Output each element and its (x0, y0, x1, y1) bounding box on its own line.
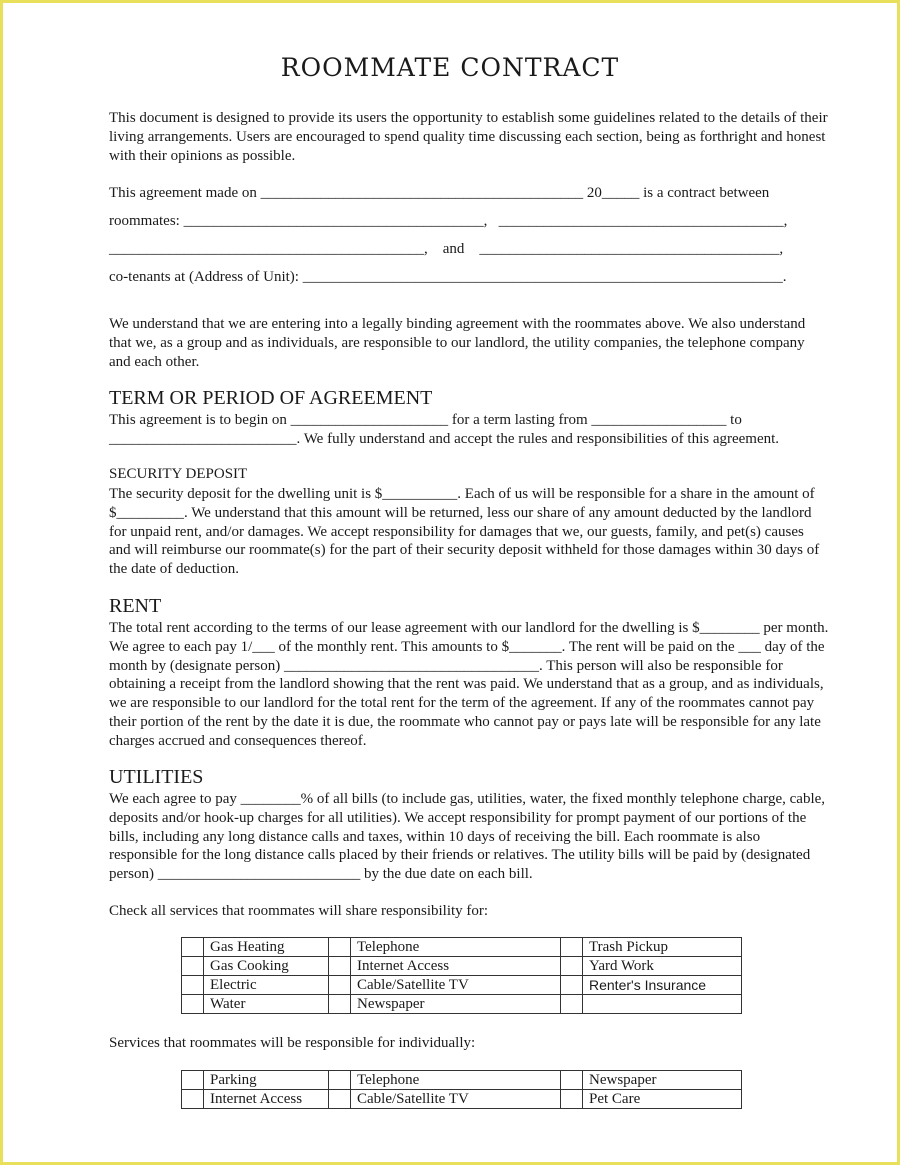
service-label: Cable/Satellite TV (351, 976, 561, 995)
address-line: co-tenants at (Address of Unit): ________________________________________________________________. (109, 269, 787, 285)
table-row (182, 995, 742, 1014)
service-label: Internet Access (204, 1090, 329, 1109)
deposit-heading: SECURITY DEPOSIT (109, 466, 248, 482)
checkbox[interactable] (561, 1071, 583, 1090)
deposit-paragraph: The security deposit for the dwelling unit is $__________. Each of us will be responsible for a share in the amount of $_________. We understand that this amount will be returned, less our share of any amount deducted by the landlord for unpaid rent, and/or damages. We accept responsibility for damages that we, our guests, family, and pet(s) causes and will reimburse our roommate(s) for the part of their security deposit withheld for those damages within 30 days of the date of deduction. (109, 486, 820, 578)
checkbox[interactable] (329, 1090, 351, 1109)
roommates-line: roommates: ________________________________________, ______________________________________, (109, 213, 788, 229)
checkbox[interactable] (329, 976, 351, 995)
utilities-paragraph: We each agree to pay ________% of all bills (to include gas, utilities, water, the fixed monthly telephone charge, cable, deposits and/or hook-up charges for all utilities). We accept responsibility for prompt payment of our portions of the bills, including any long distance calls and taxes, within 10 days of receiving the bill. Each roommate is also responsible for the long distance calls placed by their friends or relatives. The utility bills will be paid by (designated person) ___________________________ by the due date on each bill. (109, 791, 826, 883)
understanding-paragraph: We understand that we are entering into a legally binding agreement with the roommates above. We also understand that we, as a group and as individuals, are responsible to our landlord, the utility companies, the telephone company and each other. (109, 316, 806, 370)
checkbox[interactable] (329, 957, 351, 976)
service-label: Newspaper (351, 995, 561, 1014)
checkbox[interactable] (182, 957, 204, 976)
table-row (182, 1090, 742, 1109)
roommates-line-2: __________________________________________, and ________________________________________, (109, 241, 784, 257)
service-label: Pet Care (583, 1090, 742, 1109)
service-label: Newspaper (583, 1071, 742, 1090)
checkbox[interactable] (182, 1071, 204, 1090)
table-row (182, 976, 742, 995)
checkbox[interactable] (182, 995, 204, 1014)
service-label: Renter's Insurance (583, 976, 742, 995)
checkbox[interactable] (329, 1071, 351, 1090)
rent-heading: RENT (109, 595, 162, 617)
service-label: Telephone (351, 1071, 561, 1090)
service-label: Trash Pickup (583, 938, 742, 957)
checkbox[interactable] (561, 1090, 583, 1109)
shared-services-label: Check all services that roommates will share responsibility for: (109, 903, 489, 919)
checkbox[interactable] (561, 957, 583, 976)
table-row (182, 957, 742, 976)
term-paragraph: This agreement is to begin on _____________________ for a term lasting from __________________ to _________________________. We fully understand and accept the rules and responsibilities of this agreement. (109, 412, 780, 447)
service-label: Telephone (351, 938, 561, 957)
utilities-heading: UTILITIES (109, 766, 204, 788)
table-row (182, 1071, 742, 1090)
checkbox[interactable] (182, 976, 204, 995)
service-label: Cable/Satellite TV (351, 1090, 561, 1109)
service-label: Yard Work (583, 957, 742, 976)
service-label (583, 995, 742, 1014)
checkbox[interactable] (182, 1090, 204, 1109)
rent-paragraph: The total rent according to the terms of our lease agreement with our landlord for the dwelling is $________ per month. We agree to each pay 1/___ of the monthly rent. This amounts to $_______. The rent will be paid on the ___ day of the month by (designate person) __________________________________. This person will also be responsible for obtaining a receipt from the landlord showing that the rent was paid. We understand that as a group, and as individuals, we are responsible to our landlord for the total rent for the term of the agreement. If any of the roommates cannot pay their portion of the rent by the date it is due, the roommate who cannot pay or pays late will be responsible for any late charges accrued and consequences thereof. (109, 620, 829, 749)
intro-paragraph: This document is designed to provide its users the opportunity to establish some guidelines related to the details of their living arrangements. Users are encouraged to spend quality time discussing each section, being as forthright and honest with their opinions as possible. (109, 110, 828, 164)
shared-services-table (181, 937, 742, 1014)
service-label: Water (204, 995, 329, 1014)
service-label: Gas Cooking (204, 957, 329, 976)
checkbox[interactable] (561, 995, 583, 1014)
individual-services-label: Services that roommates will be responsible for individually: (109, 1035, 476, 1051)
table-row (182, 938, 742, 957)
checkbox[interactable] (182, 938, 204, 957)
checkbox[interactable] (561, 938, 583, 957)
term-heading: TERM OR PERIOD OF AGREEMENT (109, 387, 433, 409)
checkbox[interactable] (329, 995, 351, 1014)
service-label: Gas Heating (204, 938, 329, 957)
individual-services-table (181, 1070, 742, 1109)
document-title: ROOMMATE CONTRACT (280, 53, 620, 82)
checkbox[interactable] (329, 938, 351, 957)
checkbox[interactable] (561, 976, 583, 995)
agreement-date-line: This agreement made on ___________________________________________ 20_____ is a contract between (109, 185, 770, 201)
service-label: Internet Access (351, 957, 561, 976)
service-label: Parking (204, 1071, 329, 1090)
service-label: Electric (204, 976, 329, 995)
